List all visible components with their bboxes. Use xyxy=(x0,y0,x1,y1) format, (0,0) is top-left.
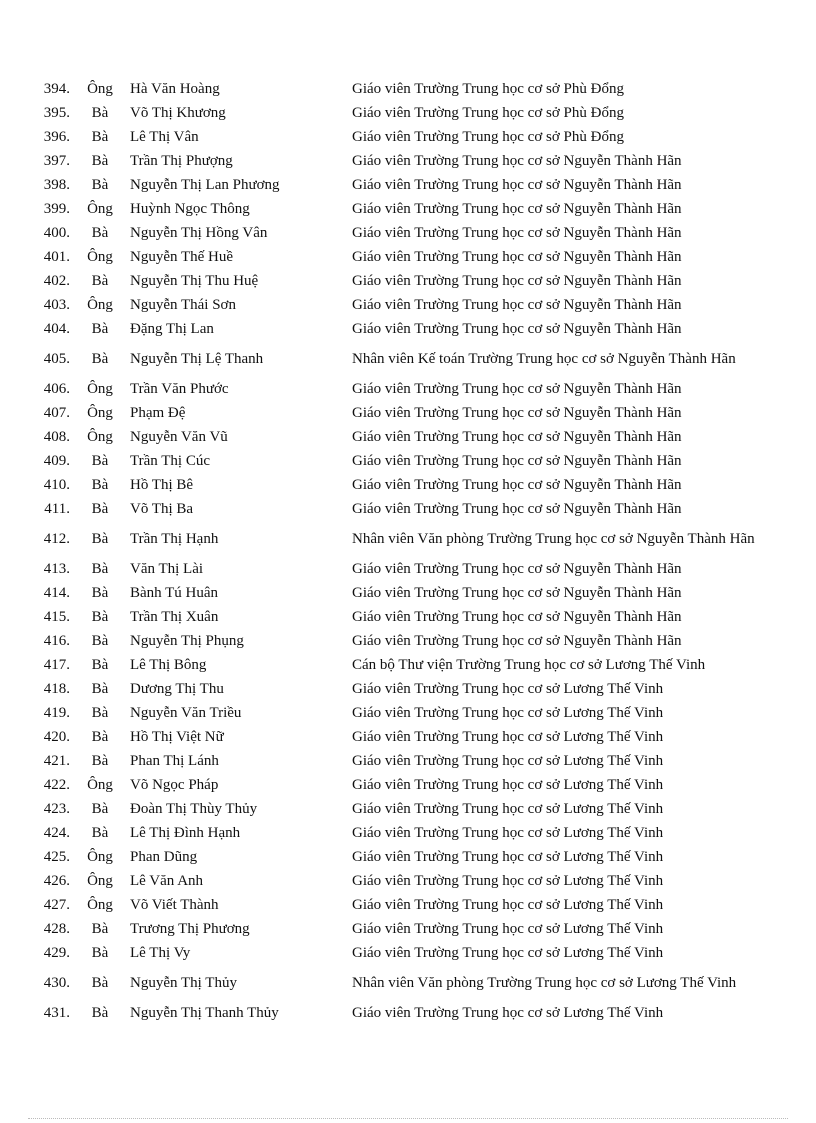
entry-number: 429. xyxy=(43,945,70,961)
job-position: Giáo viên Trường Trung học cơ sở Lương Thế Vinh xyxy=(352,777,664,793)
entry-number: 409. xyxy=(43,453,70,469)
person-name: Hà Văn Hoàng xyxy=(130,81,220,97)
list-item xyxy=(28,173,768,197)
person-name: Võ Ngọc Pháp xyxy=(130,777,219,793)
person-name: Nguyễn Thế Huề xyxy=(130,249,234,265)
honorific: Bà xyxy=(91,1005,109,1021)
entry-number: 428. xyxy=(43,921,70,937)
person-name: Nguyễn Thái Sơn xyxy=(130,297,236,313)
list-item xyxy=(28,197,768,221)
honorific: Ông xyxy=(87,405,113,421)
honorific: Bà xyxy=(91,105,109,121)
page-bottom-divider xyxy=(28,1118,788,1119)
person-name: Trần Thị Cúc xyxy=(130,453,211,469)
list-item xyxy=(28,221,768,245)
honorific: Bà xyxy=(91,729,109,745)
honorific: Ông xyxy=(87,849,113,865)
job-position: Giáo viên Trường Trung học cơ sở Phù Đổng xyxy=(352,129,624,145)
job-position: Giáo viên Trường Trung học cơ sở Lương Thế Vinh xyxy=(352,849,664,865)
list-item xyxy=(28,797,768,821)
honorific: Ông xyxy=(87,81,113,97)
list-item xyxy=(28,101,768,125)
honorific: Bà xyxy=(91,153,109,169)
honorific: Ông xyxy=(87,777,113,793)
job-position: Giáo viên Trường Trung học cơ sở Nguyễn Thành Hãn xyxy=(352,249,682,265)
job-position: Giáo viên Trường Trung học cơ sở Lương Thế Vinh xyxy=(352,945,664,961)
list-item xyxy=(28,653,768,677)
job-position: Giáo viên Trường Trung học cơ sở Lương Thế Vinh xyxy=(352,921,664,937)
job-position: Giáo viên Trường Trung học cơ sở Phù Đổng xyxy=(352,81,624,97)
honorific: Ông xyxy=(87,297,113,313)
entry-number: 408. xyxy=(43,429,70,445)
entry-number: 403. xyxy=(43,297,70,313)
person-name: Võ Thị Khương xyxy=(130,105,226,121)
entry-number: 431. xyxy=(43,1005,70,1021)
list-item xyxy=(28,893,768,917)
entry-number: 426. xyxy=(43,873,70,889)
person-name: Trần Thị Phượng xyxy=(130,153,233,169)
list-item xyxy=(28,425,768,449)
honorific: Bà xyxy=(91,129,109,145)
person-name: Phạm Đệ xyxy=(130,405,186,421)
honorific: Ông xyxy=(87,873,113,889)
entry-number: 402. xyxy=(43,273,70,289)
job-position: Giáo viên Trường Trung học cơ sở Nguyễn Thành Hãn xyxy=(352,153,682,169)
list-item xyxy=(28,449,768,473)
list-item xyxy=(28,773,768,797)
person-name: Bành Tú Huân xyxy=(130,585,219,601)
list-item xyxy=(28,473,768,497)
person-name: Nguyễn Thị Lệ Thanh xyxy=(130,351,264,367)
entry-number: 412. xyxy=(43,531,70,547)
list-item xyxy=(28,941,768,965)
list-item xyxy=(28,341,768,377)
entry-number: 406. xyxy=(43,381,70,397)
honorific: Bà xyxy=(91,975,109,991)
honorific: Bà xyxy=(91,321,109,337)
honorific: Bà xyxy=(91,561,109,577)
list-item xyxy=(28,965,768,1001)
job-position: Giáo viên Trường Trung học cơ sở Nguyễn Thành Hãn xyxy=(352,477,682,493)
job-position: Giáo viên Trường Trung học cơ sở Lương Thế Vinh xyxy=(352,801,664,817)
honorific: Bà xyxy=(91,801,109,817)
job-position: Giáo viên Trường Trung học cơ sở Nguyễn Thành Hãn xyxy=(352,177,682,193)
job-position: Giáo viên Trường Trung học cơ sở Phù Đổng xyxy=(352,105,624,121)
person-name: Dương Thị Thu xyxy=(130,681,224,697)
honorific: Ông xyxy=(87,249,113,265)
person-name: Đặng Thị Lan xyxy=(130,321,214,337)
entry-number: 400. xyxy=(43,225,70,241)
list-item xyxy=(28,749,768,773)
entry-number: 424. xyxy=(43,825,70,841)
job-position: Giáo viên Trường Trung học cơ sở Lương Thế Vinh xyxy=(352,873,664,889)
job-position: Giáo viên Trường Trung học cơ sở Nguyễn Thành Hãn xyxy=(352,633,682,649)
person-name: Văn Thị Lài xyxy=(130,561,204,577)
job-position: Giáo viên Trường Trung học cơ sở Nguyễn Thành Hãn xyxy=(352,561,682,577)
honorific: Bà xyxy=(91,633,109,649)
list-item xyxy=(28,701,768,725)
person-name: Lê Thị Vân xyxy=(130,129,199,145)
person-name: Lê Thị Đình Hạnh xyxy=(130,825,241,841)
honorific: Bà xyxy=(91,273,109,289)
person-name: Nguyễn Thị Thanh Thủy xyxy=(130,1005,279,1021)
job-position: Giáo viên Trường Trung học cơ sở Lương Thế Vinh xyxy=(352,897,664,913)
person-name: Nguyễn Văn Triều xyxy=(130,705,242,721)
entry-number: 418. xyxy=(43,681,70,697)
entry-number: 405. xyxy=(43,351,70,367)
list-item xyxy=(28,821,768,845)
job-position: Giáo viên Trường Trung học cơ sở Nguyễn Thành Hãn xyxy=(352,501,682,517)
entry-number: 410. xyxy=(43,477,70,493)
honorific: Bà xyxy=(91,225,109,241)
list-item xyxy=(28,377,768,401)
job-position: Giáo viên Trường Trung học cơ sở Lương Thế Vinh xyxy=(352,1005,664,1021)
person-name: Hồ Thị Bê xyxy=(130,477,194,493)
entry-number: 420. xyxy=(43,729,70,745)
person-name: Trương Thị Phương xyxy=(130,921,250,937)
list-item xyxy=(28,293,768,317)
list-item xyxy=(28,557,768,581)
job-position: Giáo viên Trường Trung học cơ sở Nguyễn Thành Hãn xyxy=(352,429,682,445)
honorific: Bà xyxy=(91,753,109,769)
list-item xyxy=(28,869,768,893)
list-item xyxy=(28,245,768,269)
entry-number: 423. xyxy=(43,801,70,817)
job-position: Giáo viên Trường Trung học cơ sở Nguyễn Thành Hãn xyxy=(352,585,682,601)
job-position: Giáo viên Trường Trung học cơ sở Lương Thế Vinh xyxy=(352,825,664,841)
entry-number: 415. xyxy=(43,609,70,625)
entry-number: 401. xyxy=(43,249,70,265)
list-item xyxy=(28,125,768,149)
honorific: Ông xyxy=(87,429,113,445)
person-name: Đoàn Thị Thùy Thủy xyxy=(130,801,258,817)
list-item xyxy=(28,629,768,653)
entry-number: 413. xyxy=(43,561,70,577)
list-item xyxy=(28,677,768,701)
job-position: Giáo viên Trường Trung học cơ sở Nguyễn Thành Hãn xyxy=(352,321,682,337)
entry-number: 396. xyxy=(43,129,70,145)
honorific: Bà xyxy=(91,921,109,937)
honorific: Bà xyxy=(91,825,109,841)
job-position: Giáo viên Trường Trung học cơ sở Nguyễn Thành Hãn xyxy=(352,453,682,469)
entry-number: 414. xyxy=(43,585,70,601)
list-item xyxy=(28,1001,768,1025)
job-position: Giáo viên Trường Trung học cơ sở Nguyễn Thành Hãn xyxy=(352,381,682,397)
person-name: Võ Viết Thành xyxy=(130,897,219,913)
person-name: Nguyễn Thị Thủy xyxy=(130,975,237,991)
entry-number: 398. xyxy=(43,177,70,193)
entry-number: 411. xyxy=(44,501,70,517)
entry-number: 394. xyxy=(43,81,70,97)
person-name: Phan Thị Lánh xyxy=(130,753,219,769)
job-position: Giáo viên Trường Trung học cơ sở Nguyễn Thành Hãn xyxy=(352,405,682,421)
entry-number: 427. xyxy=(43,897,70,913)
job-position: Giáo viên Trường Trung học cơ sở Nguyễn Thành Hãn xyxy=(352,225,682,241)
honorific: Bà xyxy=(91,477,109,493)
entry-number: 407. xyxy=(43,405,70,421)
job-position: Nhân viên Văn phòng Trường Trung học cơ sở Lương Thế Vinh xyxy=(352,975,737,991)
person-name: Nguyễn Thị Lan Phương xyxy=(130,177,280,193)
job-position: Giáo viên Trường Trung học cơ sở Nguyễn Thành Hãn xyxy=(352,273,682,289)
list-item xyxy=(28,917,768,941)
entry-number: 399. xyxy=(43,201,70,217)
job-position: Giáo viên Trường Trung học cơ sở Nguyễn Thành Hãn xyxy=(352,201,682,217)
honorific: Ông xyxy=(87,201,113,217)
job-position: Giáo viên Trường Trung học cơ sở Nguyễn Thành Hãn xyxy=(352,609,682,625)
honorific: Bà xyxy=(91,585,109,601)
list-item xyxy=(28,845,768,869)
honorific: Bà xyxy=(91,351,109,367)
person-name: Huỳnh Ngọc Thông xyxy=(130,201,250,217)
entry-number: 421. xyxy=(43,753,70,769)
staff-list xyxy=(28,77,768,1025)
job-position: Nhân viên Văn phòng Trường Trung học cơ sở Nguyễn Thành Hãn xyxy=(352,531,755,547)
person-name: Nguyễn Thị Hồng Vân xyxy=(130,225,268,241)
person-name: Nguyễn Thị Thu Huệ xyxy=(130,273,259,289)
job-position: Giáo viên Trường Trung học cơ sở Lương Thế Vinh xyxy=(352,729,664,745)
person-name: Hồ Thị Việt Nữ xyxy=(130,729,224,745)
list-item xyxy=(28,605,768,629)
list-item xyxy=(28,149,768,173)
honorific: Ông xyxy=(87,897,113,913)
job-position: Giáo viên Trường Trung học cơ sở Lương Thế Vinh xyxy=(352,705,664,721)
job-position: Giáo viên Trường Trung học cơ sở Lương Thế Vinh xyxy=(352,753,664,769)
entry-number: 425. xyxy=(43,849,70,865)
entry-number: 419. xyxy=(43,705,70,721)
person-name: Võ Thị Ba xyxy=(130,501,194,517)
honorific: Bà xyxy=(91,705,109,721)
honorific: Bà xyxy=(91,531,109,547)
list-item xyxy=(28,401,768,425)
list-item xyxy=(28,725,768,749)
entry-number: 395. xyxy=(43,105,70,121)
entry-number: 430. xyxy=(43,975,70,991)
job-position: Giáo viên Trường Trung học cơ sở Nguyễn Thành Hãn xyxy=(352,297,682,313)
person-name: Nguyễn Văn Vũ xyxy=(130,429,228,445)
list-item xyxy=(28,497,768,521)
list-item xyxy=(28,77,768,101)
honorific: Bà xyxy=(91,681,109,697)
honorific: Bà xyxy=(91,945,109,961)
entry-number: 416. xyxy=(43,633,70,649)
entry-number: 397. xyxy=(43,153,70,169)
honorific: Bà xyxy=(91,177,109,193)
list-item xyxy=(28,581,768,605)
list-item xyxy=(28,317,768,341)
list-item xyxy=(28,521,768,557)
person-name: Trần Thị Xuân xyxy=(130,609,219,625)
honorific: Ông xyxy=(87,381,113,397)
entry-number: 417. xyxy=(43,657,70,673)
person-name: Lê Văn Anh xyxy=(130,873,204,889)
job-position: Cán bộ Thư viện Trường Trung học cơ sở Lương Thế Vinh xyxy=(352,657,706,673)
person-name: Lê Thị Vy xyxy=(130,945,191,961)
person-name: Phan Dũng xyxy=(130,849,198,865)
honorific: Bà xyxy=(91,501,109,517)
job-position: Nhân viên Kế toán Trường Trung học cơ sở Nguyễn Thành Hãn xyxy=(352,351,736,367)
list-item xyxy=(28,269,768,293)
person-name: Lê Thị Bông xyxy=(130,657,207,673)
honorific: Bà xyxy=(91,609,109,625)
person-name: Trần Văn Phước xyxy=(130,381,229,397)
person-name: Nguyễn Thị Phụng xyxy=(130,633,244,649)
entry-number: 422. xyxy=(43,777,70,793)
honorific: Bà xyxy=(91,453,109,469)
honorific: Bà xyxy=(91,657,109,673)
person-name: Trần Thị Hạnh xyxy=(130,531,219,547)
job-position: Giáo viên Trường Trung học cơ sở Lương Thế Vinh xyxy=(352,681,664,697)
entry-number: 404. xyxy=(43,321,70,337)
